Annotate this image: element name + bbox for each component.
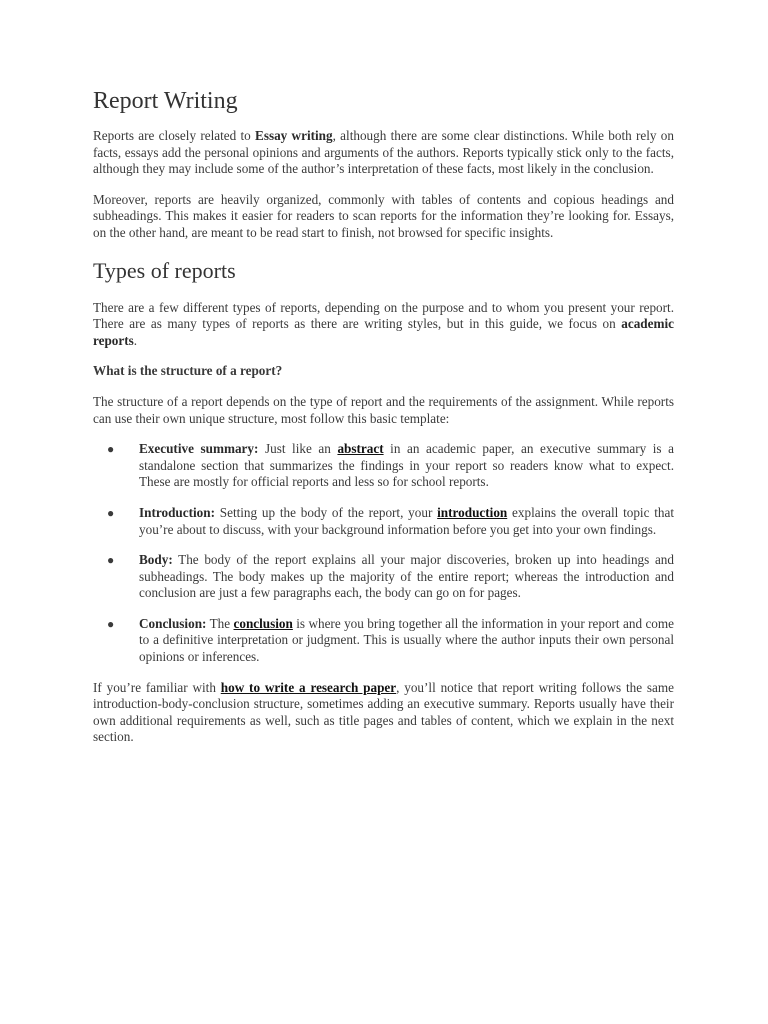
list-item-text-after: is where you bring together all the information in your report and come to a definitive interpretation or judgment. This is usually where the author inputs their own personal opinions or inferences. <box>139 615 675 665</box>
list-item-body <box>93 552 674 602</box>
intro-paragraph-1 <box>93 128 674 178</box>
list-item-label: Introduction: <box>139 504 215 520</box>
list-item-conclusion <box>93 616 674 666</box>
intro-paragraph-2: Moreover, reports are heavily organized, commonly with tables of contents and copious headings and subheadings. This makes it easier for readers to scan reports for the information they’re looking for. Essays, on the other hand, are meant to be read start to finish, not browsed for specific insights. <box>93 191 674 240</box>
document-page <box>93 84 674 760</box>
intro-p1-before: Reports are closely related to <box>93 128 256 143</box>
closing-before: If you’re familiar with <box>93 679 221 695</box>
abstract-link[interactable]: abstract <box>337 441 384 457</box>
intro-p1-after: , although there are some clear distinctions. While both rely on facts, essays add the personal opinions and arguments of the authors. Reports typically stick only to the facts, although they may include some of the author’s interpretation of these facts, most likely in the conclusion. <box>93 128 674 177</box>
introduction-link[interactable]: introduction <box>437 504 508 520</box>
list-item-introduction <box>93 505 674 538</box>
bullet-dot-icon: ● <box>107 505 115 520</box>
list-item-text-before: Just like an <box>258 441 338 457</box>
bullet-dot-icon: ● <box>107 442 115 457</box>
closing-after: , you’ll notice that report writing follows the same introduction-body-conclusion structure, sometimes adding an executive summary. Reports usually have their own additional requirements as well, such as title pages and tables of content, which we explain in the next section. <box>93 679 674 745</box>
page-title: Report Writing <box>93 88 238 114</box>
list-item-executive-summary <box>93 441 674 491</box>
list-item-text-before: Setting up the body of the report, your <box>214 504 438 520</box>
list-item-label: Executive summary: <box>139 441 259 457</box>
closing-paragraph <box>93 680 674 746</box>
essay-writing-term: Essay writing <box>255 128 333 143</box>
bullet-dot-icon: ● <box>107 616 115 631</box>
list-item-text-after: in an academic paper, an executive summary is a standalone section that summarizes the findings in your report so readers know what to expect. These are mostly for official reports and less so for school reports. <box>139 441 674 490</box>
types-p1-after: . <box>133 332 138 348</box>
research-paper-link[interactable]: how to write a research paper <box>220 679 397 695</box>
conclusion-link[interactable]: conclusion <box>233 615 293 631</box>
list-item-text-after: explains the overall topic that you’re about to discuss, with your background information before you get into your own findings. <box>139 504 674 537</box>
types-p1-before: There are a few different types of reports, depending on the purpose and to whom you present your report. There are as many types of reports as there are writing styles, but in this guide, we focus on <box>93 299 674 332</box>
structure-subheading: What is the structure of a report? <box>93 363 283 379</box>
types-paragraph-1 <box>93 300 674 350</box>
academic-reports-term: academic reports <box>93 316 674 348</box>
structure-list <box>93 441 674 666</box>
section-heading-types: Types of reports <box>93 257 236 283</box>
list-item-text-before: The <box>206 615 234 631</box>
list-item-text-before: The body of the report explains all your major discoveries, broken up into headings and subheadings. The body makes up the majority of the entire report; whereas the introduction and conclusion are just a few paragraphs each, the body can go on for pages. <box>139 552 674 601</box>
bullet-dot-icon: ● <box>107 553 115 568</box>
list-item-label: Body: <box>139 552 173 568</box>
types-paragraph-2: The structure of a report depends on the type of report and the requirements of the assignment. While reports can use their own unique structure, most follow this basic template: <box>93 393 674 426</box>
list-item-label: Conclusion: <box>139 615 207 631</box>
